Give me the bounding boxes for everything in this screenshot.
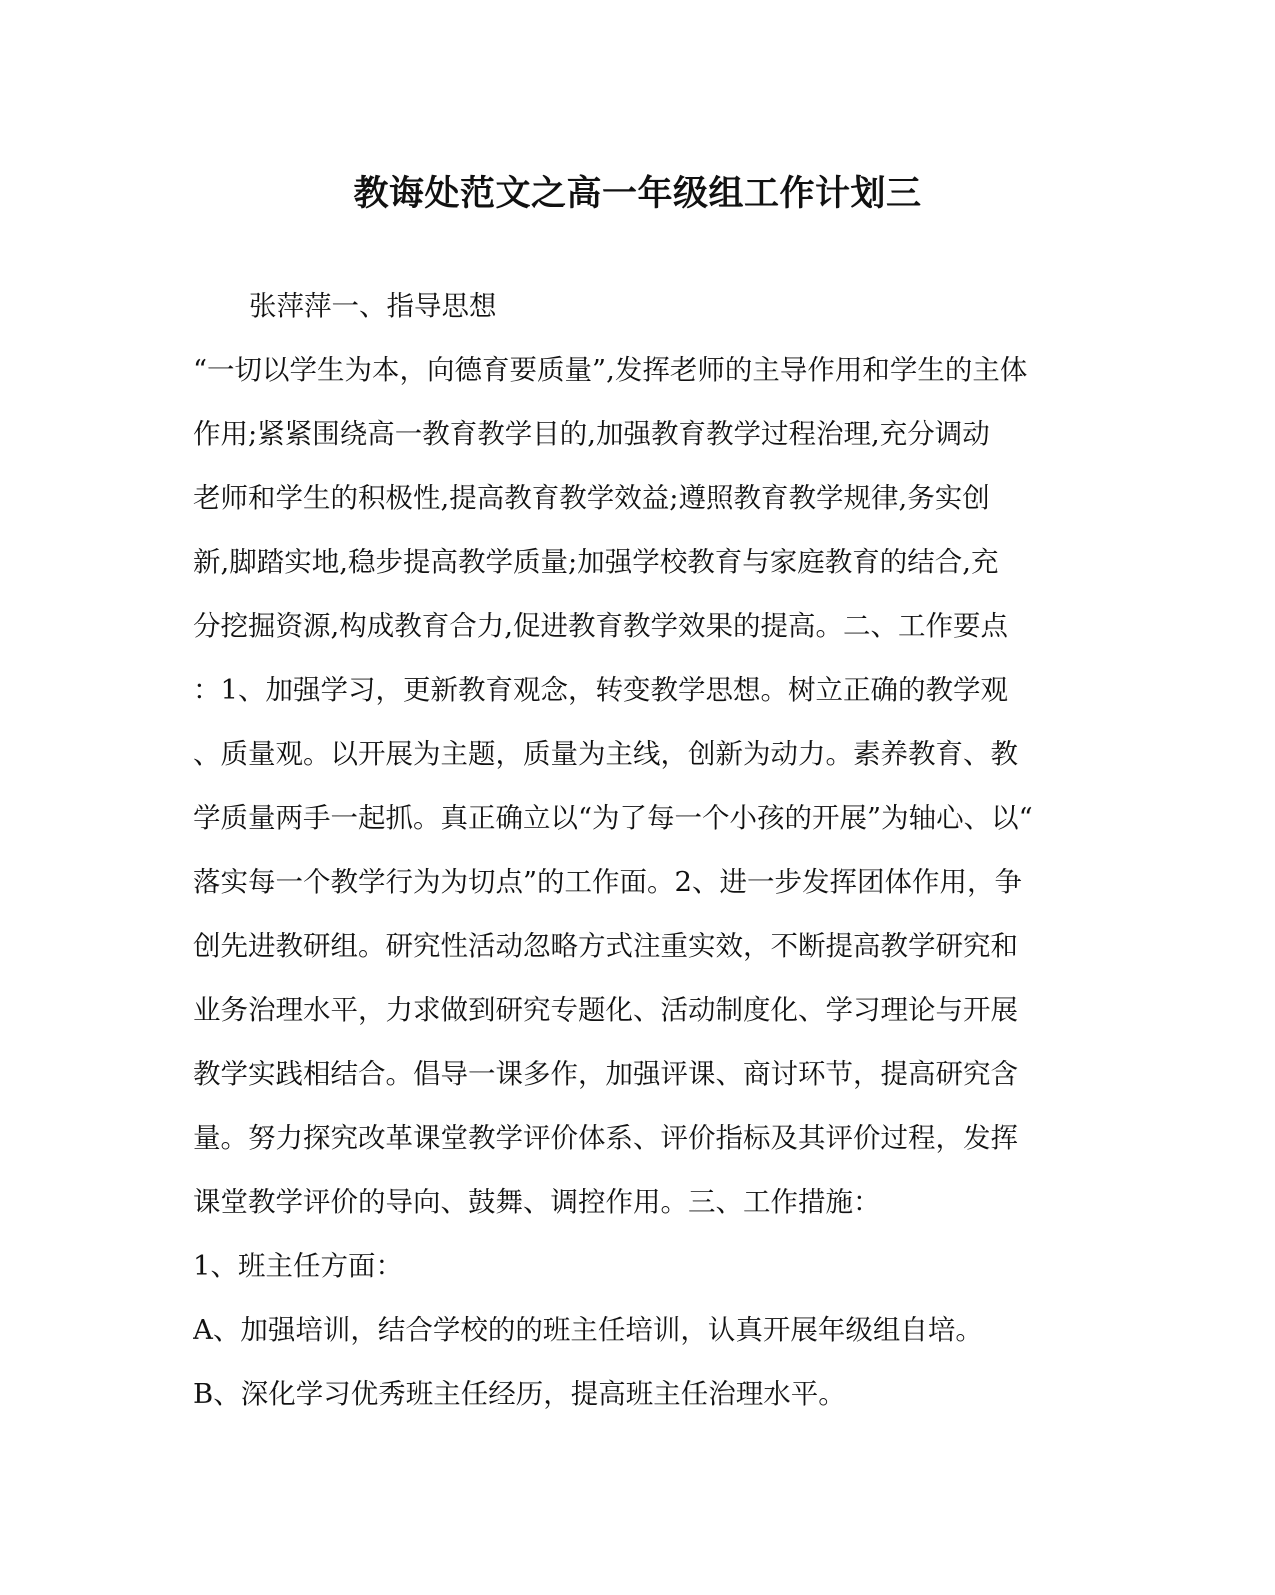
text-line: 教学实践相结合。倡导一课多作，加强评课、商讨环节，提高研究含 — [193, 1058, 1018, 1090]
document-title: 教诲处范文之高一年级组工作计划三 — [353, 173, 922, 214]
text-line: 课堂教学评价的导向、鼓舞、调控作用。三、工作措施： — [193, 1186, 881, 1218]
text-line: 业务治理水平，力求做到研究专题化、活动制度化、学习理论与开展 — [193, 994, 1018, 1026]
text-line: 分挖掘资源,构成教育合力,促进教育教学效果的提高。二、工作要点 — [193, 610, 1008, 642]
document-body — [193, 274, 1073, 1426]
text-line: 张萍萍一、指导思想 — [249, 290, 497, 322]
text-line: 创先进教研组。研究性活动忽略方式注重实效，不断提高教学研究和 — [193, 930, 1018, 962]
text-line: 落实每一个教学行为为切点”的工作面。2、进一步发挥团体作用，争 — [193, 866, 1023, 898]
text-line: 老师和学生的积极性,提高教育教学效益;遵照教育教学规律,务实创 — [193, 482, 990, 514]
text-line: 作用;紧紧围绕高一教育教学目的,加强教育教学过程治理,充分调动 — [193, 418, 990, 450]
text-line: B、深化学习优秀班主任经历，提高班主任治理水平。 — [193, 1378, 846, 1410]
text-line: 学质量两手一起抓。真正确立以“为了每一个小孩的开展”为轴心、以“ — [193, 802, 1033, 834]
text-line: “一切以学生为本，向德育要质量”,发挥老师的主导作用和学生的主体 — [193, 354, 1028, 386]
text-line: 1、班主任方面： — [193, 1250, 403, 1282]
text-line: ：1、加强学习，更新教育观念，转变教学思想。树立正确的教学观 — [193, 674, 1008, 706]
text-line: 量。努力探究改革课堂教学评价体系、评价指标及其评价过程，发挥 — [193, 1122, 1018, 1154]
text-line: 新,脚踏实地,稳步提高教学质量;加强学校教育与家庭教育的结合,充 — [193, 546, 999, 578]
text-line: A、加强培训，结合学校的的班主任培训，认真开展年级组自培。 — [193, 1314, 983, 1346]
text-line: 、质量观。以开展为主题，质量为主线，创新为动力。素养教育、教 — [193, 738, 1018, 770]
